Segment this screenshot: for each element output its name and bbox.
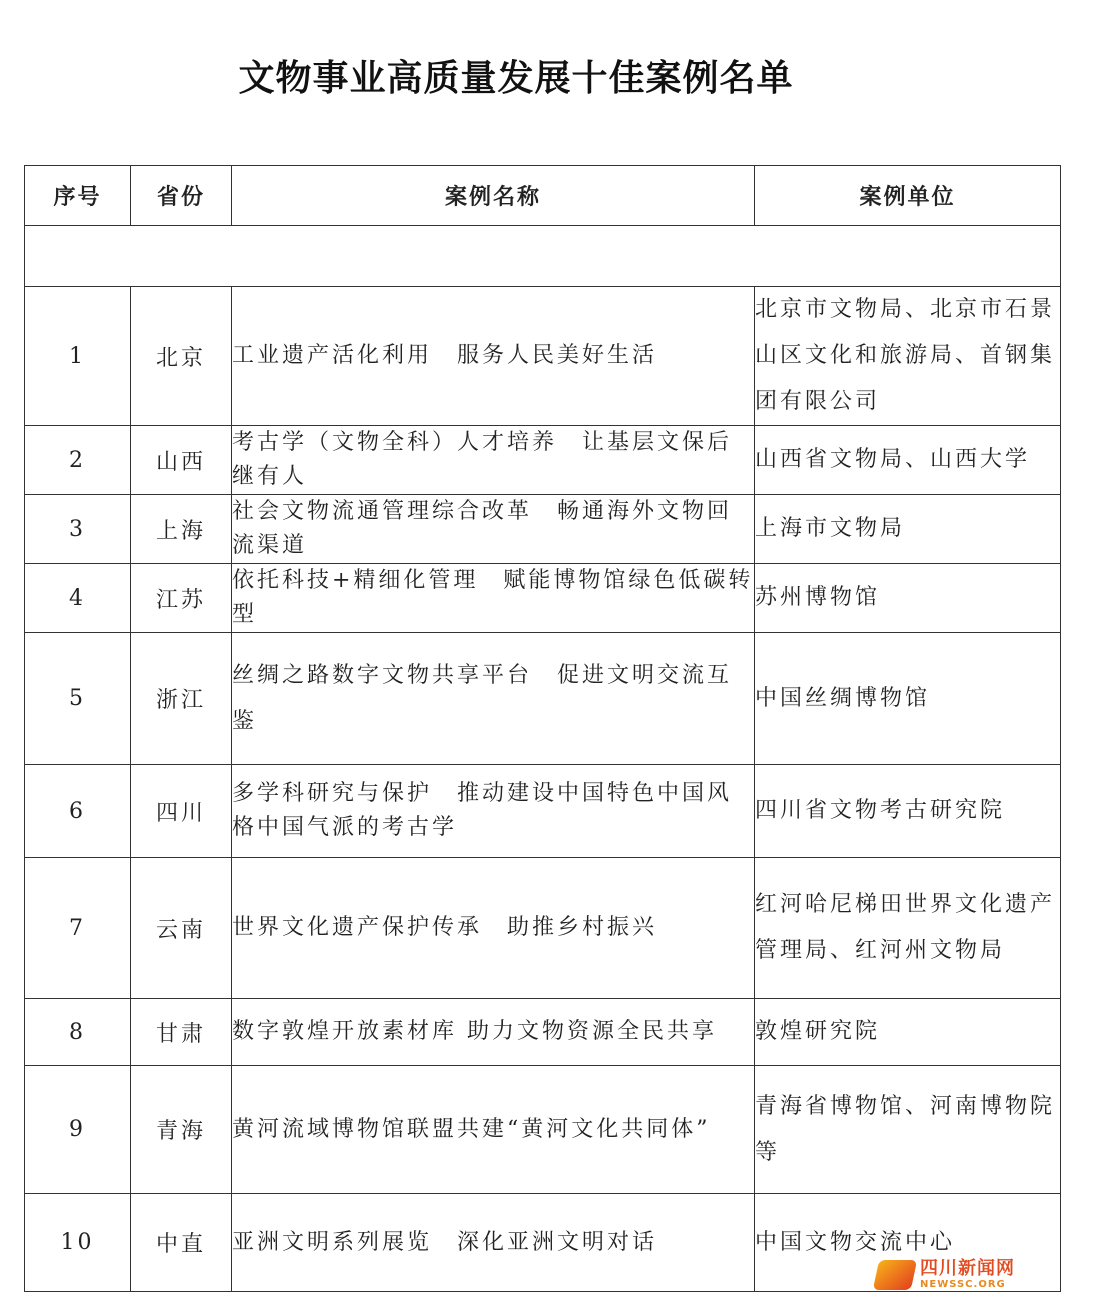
cell-case-unit: 苏州博物馆 (755, 564, 1061, 633)
cell-province: 山西 (131, 426, 232, 495)
cell-number: 6 (25, 765, 131, 858)
blank-cell (25, 226, 1061, 287)
table-row (25, 999, 1061, 1066)
cell-number: 1 (25, 287, 131, 426)
cell-number: 2 (25, 426, 131, 495)
cell-number: 10 (25, 1194, 131, 1292)
watermark-cn: 四川新闻网 (920, 1258, 1015, 1279)
cell-case-name: 丝绸之路数字文物共享平台 促进文明交流互鉴 (232, 633, 755, 765)
table-row (25, 1066, 1061, 1194)
cell-case-unit: 中国丝绸博物馆 (755, 633, 1061, 765)
table-row (25, 495, 1061, 564)
cell-case-name: 数字敦煌开放素材库 助力文物资源全民共享 (232, 999, 755, 1066)
table-row (25, 633, 1061, 765)
cell-province: 江苏 (131, 564, 232, 633)
header-province: 省份 (131, 166, 232, 226)
cell-case-unit: 山西省文物局、山西大学 (755, 426, 1061, 495)
cell-number: 5 (25, 633, 131, 765)
watermark-text (920, 1260, 1015, 1290)
cell-number: 9 (25, 1066, 131, 1194)
cell-number: 8 (25, 999, 131, 1066)
watermark-en: NEWSSC.ORG (920, 1279, 1006, 1290)
cell-province: 四川 (131, 765, 232, 858)
cell-number: 4 (25, 564, 131, 633)
cell-case-unit: 四川省文物考古研究院 (755, 765, 1061, 858)
table-header-row (25, 166, 1061, 226)
table-row (25, 564, 1061, 633)
cell-case-name: 依托科技+精细化管理 赋能博物馆绿色低碳转型 (232, 564, 755, 633)
table-row (25, 858, 1061, 999)
watermark (876, 1258, 1046, 1292)
cell-case-unit: 青海省博物馆、河南博物院等 (755, 1066, 1061, 1194)
header-number: 序号 (25, 166, 131, 226)
table-row (25, 426, 1061, 495)
case-table (24, 165, 1061, 1292)
cell-case-name: 工业遗产活化利用 服务人民美好生活 (232, 287, 755, 426)
cell-case-name: 黄河流域博物馆联盟共建“黄河文化共同体” (232, 1066, 755, 1194)
table-row (25, 287, 1061, 426)
cell-case-unit: 红河哈尼梯田世界文化遗产管理局、红河州文物局 (755, 858, 1061, 999)
cell-case-name: 考古学（文物全科）人才培养 让基层文保后继有人 (232, 426, 755, 495)
cell-case-name: 多学科研究与保护 推动建设中国特色中国风格中国气派的考古学 (232, 765, 755, 858)
cell-number: 3 (25, 495, 131, 564)
cell-case-unit: 中国文物交流中心 (755, 1194, 1061, 1292)
cell-case-name: 世界文化遗产保护传承 助推乡村振兴 (232, 858, 755, 999)
header-case-name: 案例名称 (232, 166, 755, 226)
blank-row (25, 226, 1061, 287)
document-title: 文物事业高质量发展十佳案例名单 (238, 58, 794, 99)
cell-case-name: 社会文物流通管理综合改革 畅通海外文物回流渠道 (232, 495, 755, 564)
cell-province: 甘肃 (131, 999, 232, 1066)
cell-province: 浙江 (131, 633, 232, 765)
cell-number: 7 (25, 858, 131, 999)
cell-case-unit: 北京市文物局、北京市石景山区文化和旅游局、首钢集团有限公司 (755, 287, 1061, 426)
cell-province: 上海 (131, 495, 232, 564)
table-row (25, 765, 1061, 858)
cell-province: 北京 (131, 287, 232, 426)
cell-province: 青海 (131, 1066, 232, 1194)
header-case-unit: 案例单位 (755, 166, 1061, 226)
cell-province: 云南 (131, 858, 232, 999)
cell-case-name: 亚洲文明系列展览 深化亚洲文明对话 (232, 1194, 755, 1292)
cell-case-unit: 上海市文物局 (755, 495, 1061, 564)
watermark-logo-icon (873, 1260, 917, 1290)
cell-province: 中直 (131, 1194, 232, 1292)
cell-case-unit: 敦煌研究院 (755, 999, 1061, 1066)
